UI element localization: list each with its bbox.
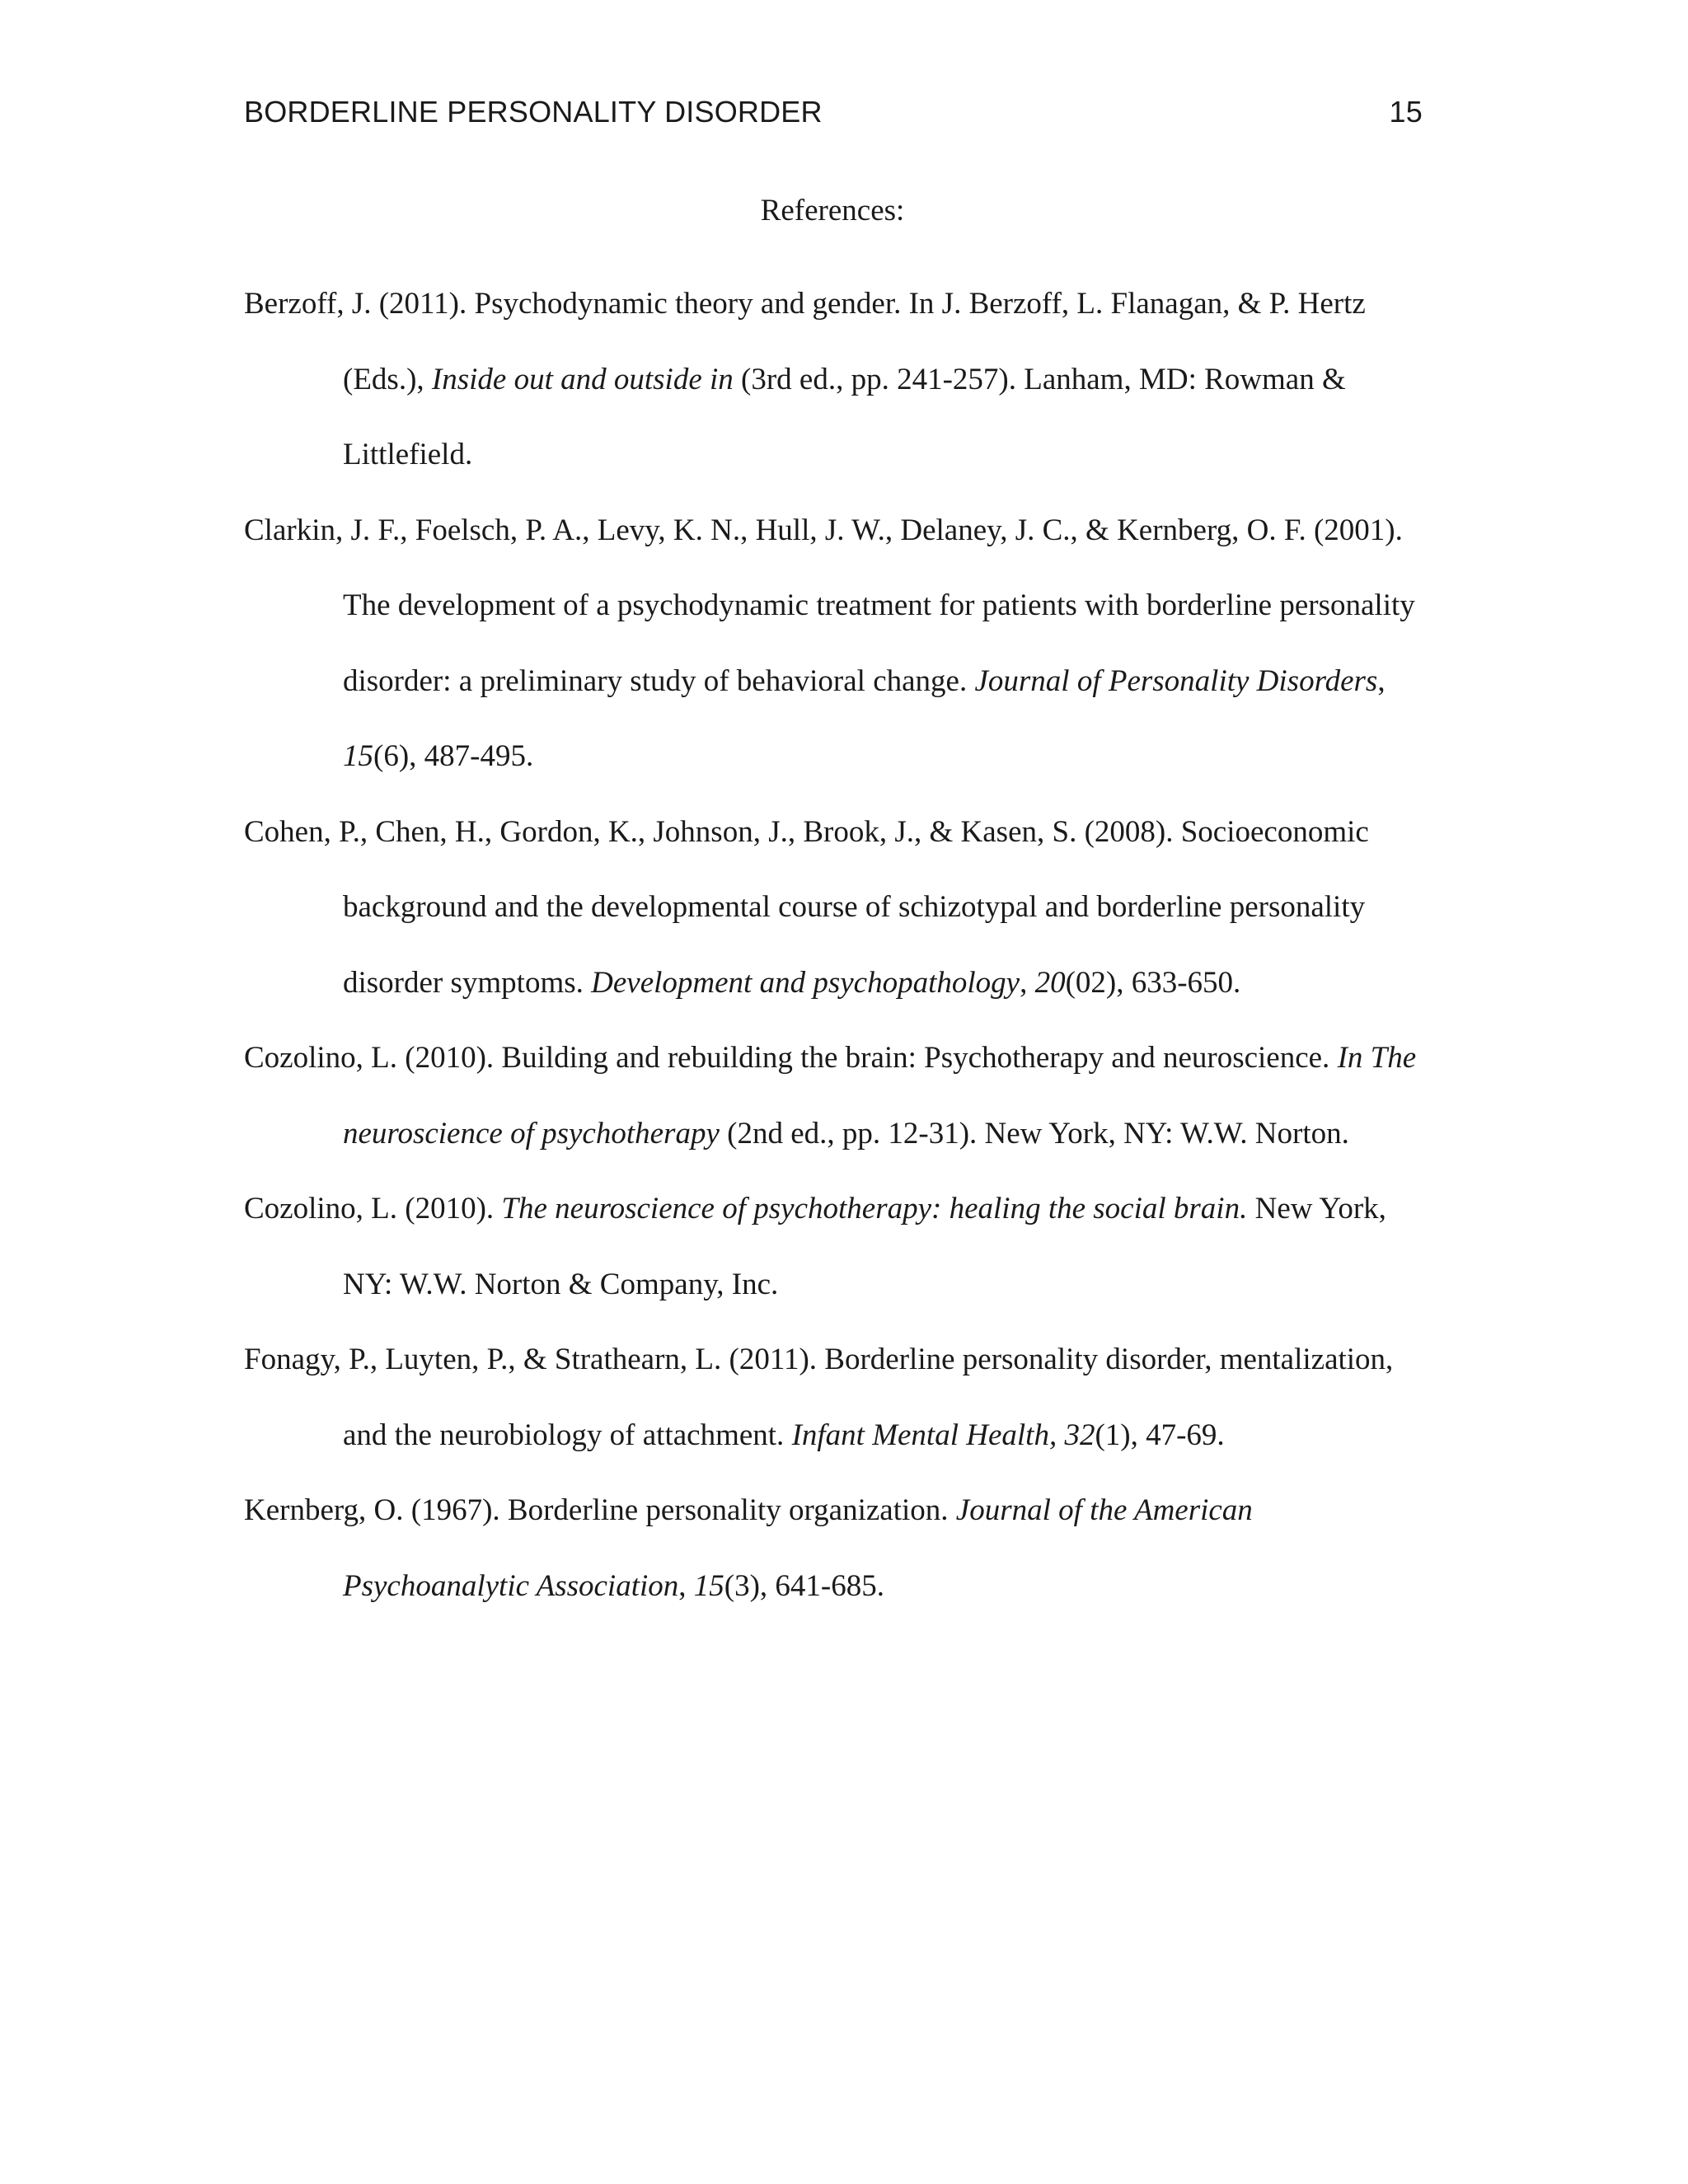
reference-entry: Cozolino, L. (2010). The neuroscience of psychotherapy: healing the social brain. New York, NY: W.W. Norton & Company, Inc. (244, 1192, 1386, 1301)
reference-entry: Cozolino, L. (2010). Building and rebuilding the brain: Psychotherapy and neuroscience. In The neuroscience of psychotherapy (2nd ed., pp. 12-31). New York, NY: W.W. Norton. (244, 1041, 1417, 1151)
running-head (244, 95, 1423, 129)
reference-entry: Clarkin, J. F., Foelsch, P. A., Levy, K. N., Hull, J. W., Delaney, J. C., & Kernberg, O. F. (2001). The development of a psychodynamic treatment for patients with borderline personality disorder: a preliminary study of behavioral change. Journal of Personality Disorders, 15(6), 487-495. (244, 513, 1415, 773)
reference-list (244, 266, 1428, 1624)
reference-entry: Cohen, P., Chen, H., Gordon, K., Johnson, J., Brook, J., & Kasen, S. (2008). Socioeconomic background and the developmental course of schizotypal and borderline personality disorder symptoms. Development and psychopathology, 20(02), 633-650. (244, 814, 1369, 1000)
reference-entry: Berzoff, J. (2011). Psychodynamic theory and gender. In J. Berzoff, L. Flanagan, & P. Hertz (Eds.), Inside out and outside in (3rd ed., pp. 241-257). Lanham, MD: Rowman & Littlefield. (244, 287, 1366, 471)
references-heading: References: (760, 194, 905, 227)
reference-entry: Fonagy, P., Luyten, P., & Strathearn, L. (2011). Borderline personality disorder, mentalization, and the neurobiology of attachment. Infant Mental Health, 32(1), 47-69. (244, 1343, 1394, 1452)
reference-entry: Kernberg, O. (1967). Borderline personality organization. Journal of the American Psychoanalytic Association, 15(3), 641-685. (244, 1493, 1253, 1603)
running-head-title: BORDERLINE PERSONALITY DISORDER (244, 95, 823, 129)
page-number: 15 (1389, 95, 1423, 129)
